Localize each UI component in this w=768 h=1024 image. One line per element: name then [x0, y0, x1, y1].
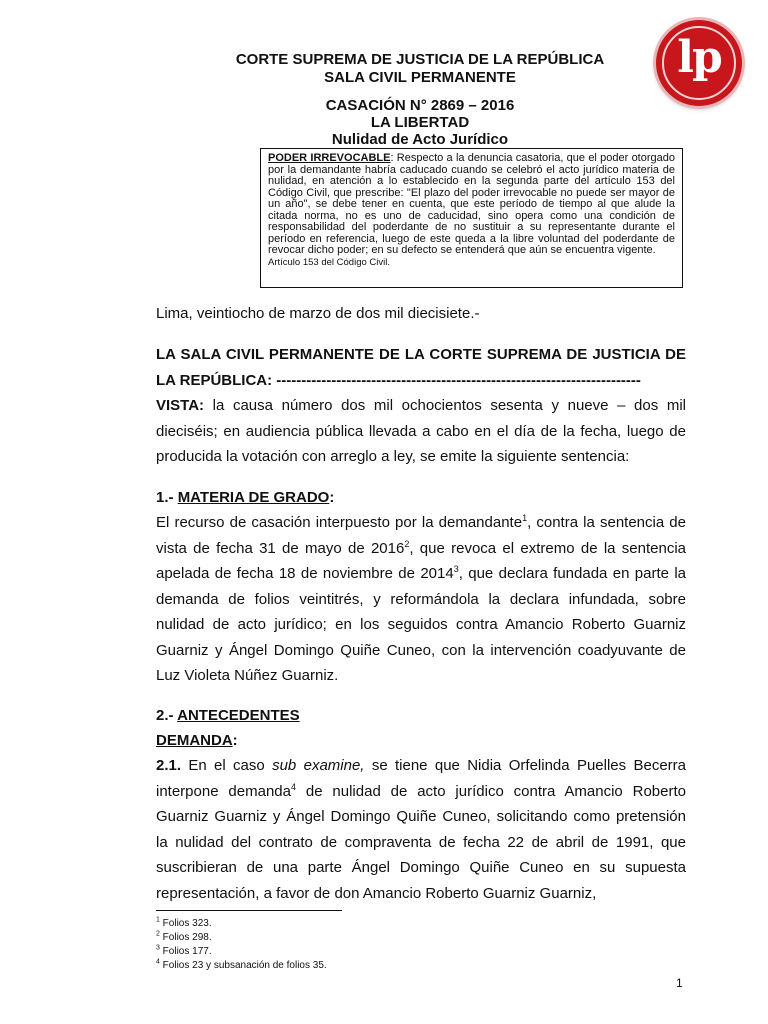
footnote-1: [156, 917, 212, 930]
section-1-number: 1.-: [156, 489, 178, 506]
section-2-heading: [156, 703, 686, 729]
footnote-text: Folios 323.: [159, 918, 212, 929]
footnote-text: Folios 23 y subsanación de folios 35.: [159, 960, 327, 971]
demanda-title: DEMANDA: [156, 732, 233, 749]
section-2-title: ANTECEDENTES: [177, 707, 300, 724]
date-line: Lima, veintiocho de marzo de dos mil diecisiete.-: [156, 305, 480, 322]
footnote-mark: 3: [156, 944, 160, 952]
footnote-mark: 4: [156, 958, 160, 966]
vista-paragraph: [156, 393, 686, 470]
section-2-paragraph: [156, 753, 686, 906]
section-1-title: MATERIA DE GRADO: [177, 489, 330, 506]
case-subject: Nulidad de Acto Jurídico: [331, 131, 509, 148]
footnote-mark: 2: [156, 930, 160, 938]
section-1-heading: [156, 485, 686, 511]
page-number: 1: [676, 976, 683, 990]
summary-keyword: PODER IRREVOCABLE: [268, 152, 391, 164]
footnote-text: Folios 177.: [159, 946, 212, 957]
footnote-2: [156, 931, 212, 944]
logo-text: lp: [677, 32, 721, 83]
section-2-text-a: En el caso: [181, 757, 273, 774]
footnote-3: [156, 945, 212, 958]
footnote-ref-4[interactable]: 4: [290, 781, 296, 792]
section-1-text-d: , que declara fundada en parte la demanda de folios veintitrés, y reformándola la declara infundada, sobre nulidad de acto jurídico; en los seguidos contra Amancio Roberto Guarniz Guarniz y Ángel Domingo Quiñe Cuneo, con la intervención coadyuvante de Luz Violeta Núñez Guarniz.: [156, 565, 686, 684]
section-2-subheading: [156, 728, 686, 754]
footnote-ref-1[interactable]: 1: [522, 513, 528, 523]
section-1-paragraph: [156, 510, 686, 689]
summary-source: Artículo 153 del Código Civil.: [268, 256, 390, 268]
summary-text: : Respecto a la denuncia casatoria, que el poder otorgado por la demandante habría caducado cuando se celebró el acto jurídico materia de nulidad, en atención a lo establecido en la segunda parte del artículo 153 del Código Civil, que prescribe: "El plazo del poder irrevocable no puede ser mayor de un año", se debe tener en cuenta, que este período de tiempo al que alude la citada norma, no es uno de caducidad, sino opera como una condición de responsabilidad del poderdante de no sustituir a su representante durante el período en referencia, luego de este queda a la libre voluntad del poderdante de revocar dicho poder; en su defecto se entenderá que aún se encuentra vigente.: [268, 152, 675, 256]
section-1-colon: :: [329, 489, 335, 506]
summary-box: [260, 148, 683, 288]
chamber-name: SALA CIVIL PERMANENTE: [324, 69, 516, 86]
footnote-4: [156, 959, 327, 972]
footnote-ref-2[interactable]: 2: [404, 538, 410, 549]
section-1-text-b: , contra la sentencia de vista de fecha 31 de mayo de 2016: [156, 514, 686, 557]
section-1-text-c: , que revoca el extremo de la sentencia apelada de fecha 18 de noviembre de 2014: [156, 539, 686, 582]
case-region: LA LIBERTAD: [370, 114, 470, 131]
section-2-number: 2.-: [156, 707, 178, 724]
chamber-heading: LA SALA CIVIL PERMANENTE DE LA CORTE SUPREMA DE JUSTICIA DE LA REPÚBLICA: -------------------------------------------------------------------------: [156, 346, 686, 389]
footnote-mark: 1: [156, 916, 160, 924]
court-name: CORTE SUPREMA DE JUSTICIA DE LA REPÚBLICA: [235, 51, 605, 68]
vista-label: VISTA:: [156, 397, 205, 414]
item-2-1-label: 2.1.: [156, 757, 182, 774]
vista-text: la causa número dos mil ochocientos sesenta y nueve – dos mil dieciséis; en audiencia pública llevada a cabo en el día de la fecha, luego de producida la votación con arreglo a ley, se emite la siguiente sentencia:: [156, 397, 686, 465]
footnote-text: Folios 298.: [159, 932, 212, 943]
demanda-colon: :: [232, 732, 238, 749]
case-number: CASACIÓN N° 2869 – 2016: [325, 97, 515, 114]
footnote-divider: [156, 910, 342, 911]
sub-examine-text: sub examine,: [272, 757, 365, 774]
section-1-text-a: El recurso de casación interpuesto por la demandante: [156, 514, 523, 531]
section-2-text-c: de nulidad de acto jurídico contra Amancio Roberto Guarniz Guarniz y Ángel Domingo Quiñe Cuneo, solicitando como pretensión la nulidad del contrato de compraventa de fecha 22 de abril de 1991, que suscribieran de una parte Ángel Domingo Quiñe Cuneo en su supuesta representación, a favor de don Amancio Roberto Guarniz Guarniz,: [156, 782, 686, 902]
section-2-text-b: se tiene que Nidia Orfelinda Puelles Becerra interpone demanda: [156, 757, 686, 800]
footnote-ref-3[interactable]: 3: [453, 564, 459, 574]
